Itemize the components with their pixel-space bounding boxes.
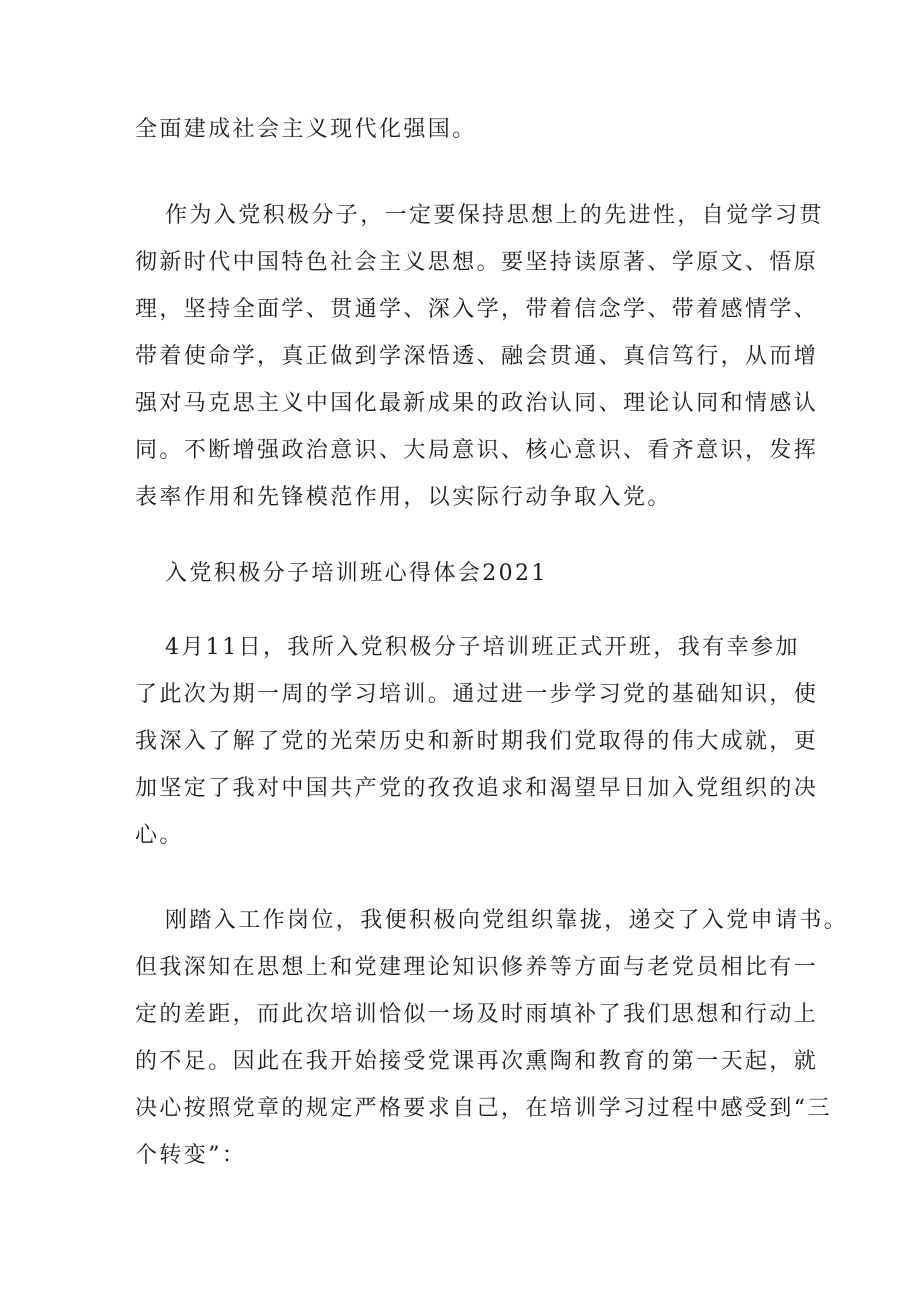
section-heading: 入党积极分子培训班心得体会2021 [165,561,548,586]
text-line: 了此次为期一周的学习培训。通过进一步学习党的基础知识，使 [135,682,819,707]
text-line: 彻新时代中国特色社会主义思想。要坚持读原著、学原文、悟原 [135,250,819,275]
text-line: 心。 [135,823,184,848]
text-line: 但我深知在思想上和党建理论知识修养等方面与老党员相比有一 [135,955,819,980]
text-line: 带着使命学，真正做到学深悟透、融会贯通、真信笃行，从而增 [135,344,819,369]
text-line: 定的差距，而此次培训恰似一场及时雨填补了我们思想和行动上 [135,1002,819,1027]
text-line: 个转变”： [135,1143,247,1168]
text-line: 刚踏入工作岗位，我便积极向党组织靠拢，递交了入党申请书。 [165,908,849,933]
text-line: 理，坚持全面学、贯通学、深入学，带着信念学、带着感情学、 [135,297,819,322]
text-line: 同。不断增强政治意识、大局意识、核心意识、看齐意识，发挥 [135,438,819,463]
text-line: 4月11日，我所入党积极分子培训班正式开班，我有幸参加 [165,635,800,660]
text-line: 决心按照党章的规定严格要求自己，在培训学习过程中感受到“三 [135,1096,832,1121]
text-line: 作为入党积极分子，一定要保持思想上的先进性，自觉学习贯 [165,203,824,228]
text-line: 我深入了解了党的光荣历史和新时期我们党取得的伟大成就，更 [135,729,819,754]
text-line: 表率作用和先锋模范作用，以实际行动争取入党。 [135,485,672,510]
text-line: 强对马克思主义中国化最新成果的政治认同、理论认同和情感认 [135,391,819,416]
text-line: 加坚定了我对中国共产党的孜孜追求和渴望早日加入党组织的决 [135,776,819,801]
text-line: 的不足。因此在我开始接受党课再次熏陶和教育的第一天起，就 [135,1049,819,1074]
text-line: 全面建成社会主义现代化强国。 [135,117,477,142]
